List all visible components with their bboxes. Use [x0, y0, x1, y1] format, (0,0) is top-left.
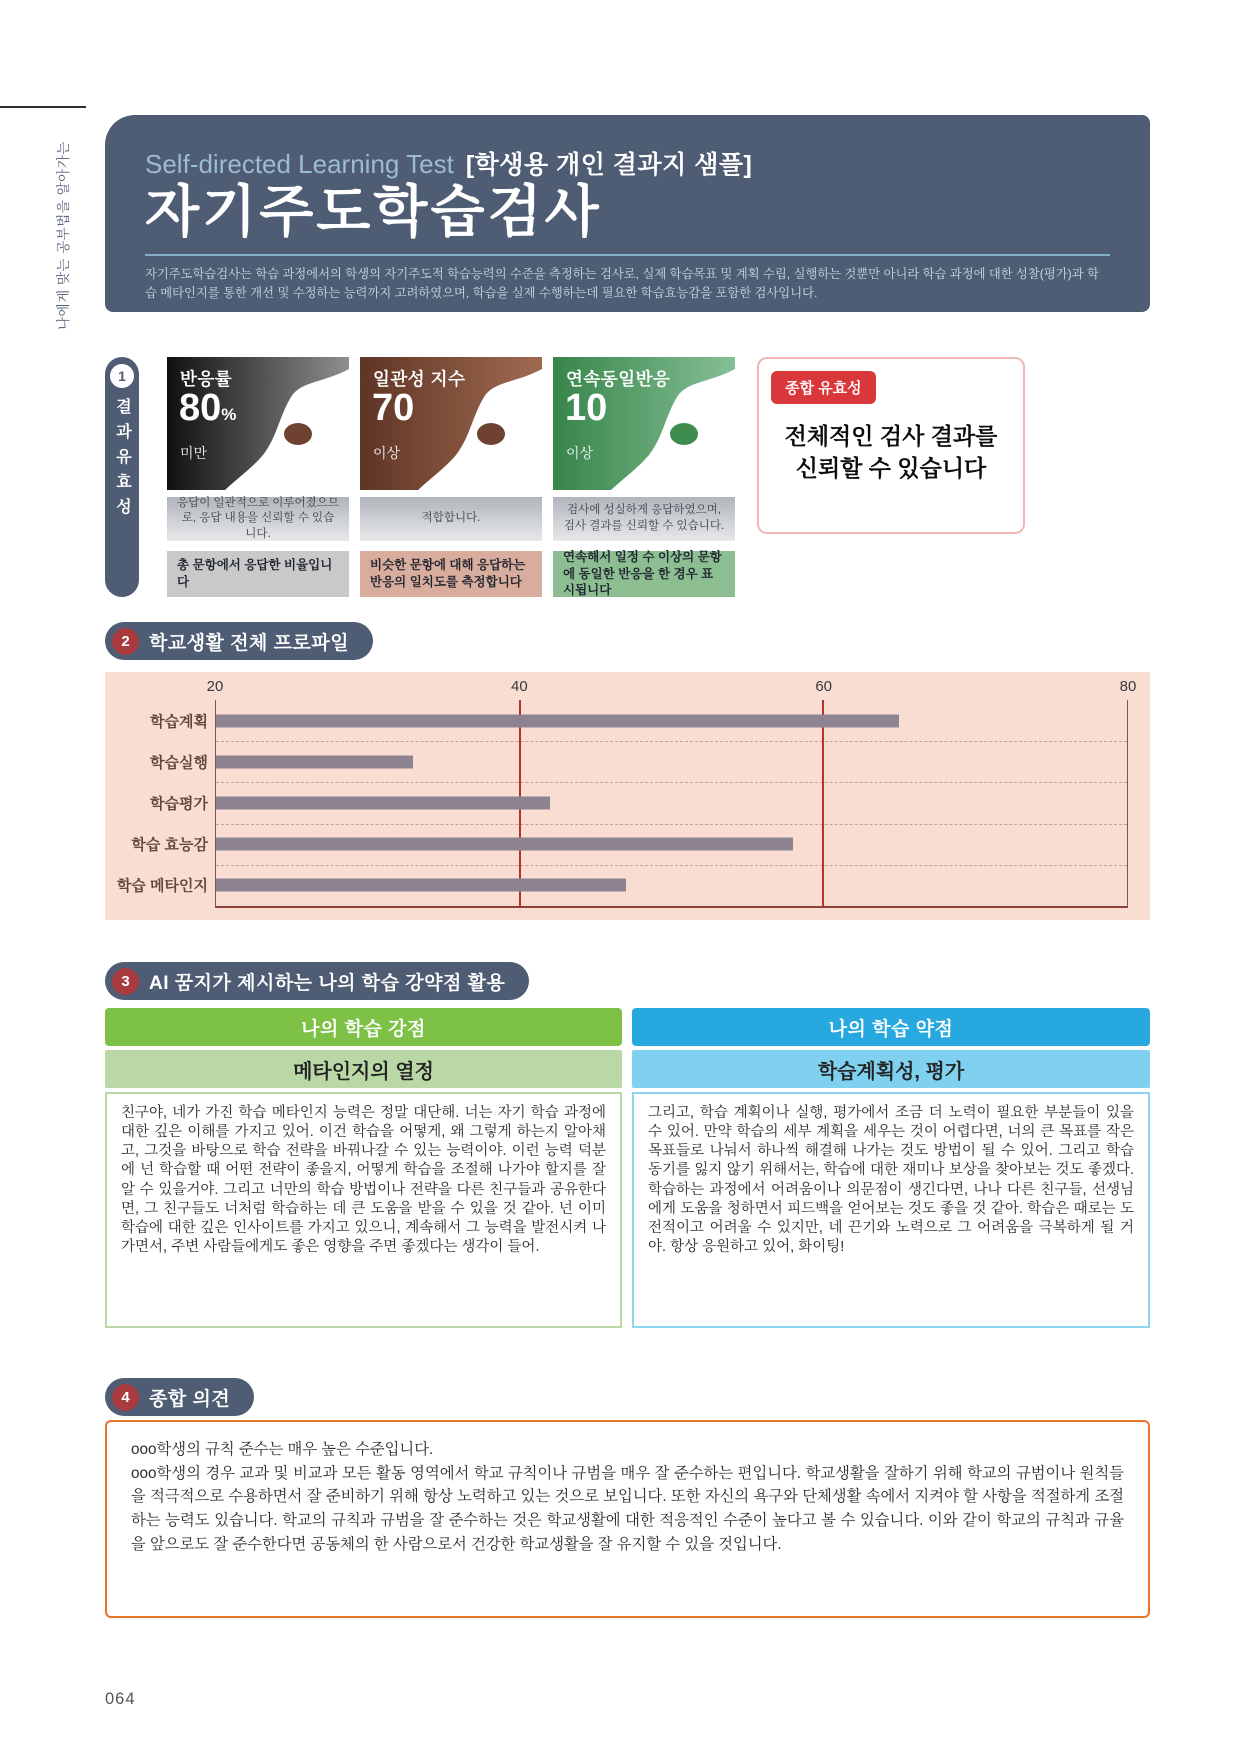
card-title: 반응률 — [180, 369, 233, 389]
profile-chart — [105, 672, 1150, 920]
card-definition: 총 문항에서 응답한 비율입니다 — [167, 551, 349, 597]
category-label: 학습 메타인지 — [116, 877, 208, 895]
overall-comment-line1: ooo학생의 규칙 준수는 매우 높은 수준입니다. — [131, 1441, 434, 1458]
card-interpretation: 응답이 일관적으로 이루어졌으므로, 응답 내용을 신뢰할 수 있습니다. — [167, 497, 349, 541]
overall-comment-body: ooo학생의 경우 교과 및 비교과 모든 활동 영역에서 학교 규칙이나 규범을 매우 잘 준수하는 편입니다. 학교생활을 잘하기 위해 학교의 규범이나 원칙들을 적극적으로 수용하면서 잘 준비하기 위해 항상 노력하고 있는 것으로 보입니다. 또한 자신의 욕구와 단체생활 속에서 지켜야 할 사항을 적절하게 조절하는 능력도 있습니다. 학교의 규칙과 규범을 잘 준수하는 것은 학교생활에 대한 적응적인 수준이 높다고 볼 수 있습니다. 이와 같이 학교의 규칙과 규율을 앞으로도 잘 준수한다면 공동체의 한 사람으로서 건강한 학교생활을 잘 유지할 수 있을 것입니다. — [131, 1464, 1124, 1553]
category-label: 학습계획 — [150, 713, 208, 731]
chart-row — [116, 865, 1127, 906]
validity-card-response-rate — [167, 357, 349, 597]
card-interpretation: 검사에 성실하게 응답하였으며, 검사 결과를 신뢰할 수 있습니다. — [553, 497, 735, 541]
card-title: 일관성 지수 — [373, 369, 466, 389]
color-dot-icon — [670, 423, 698, 445]
card-definition: 비슷한 문항에 대해 응답하는 반응의 일치도를 측정합니다 — [360, 551, 542, 597]
color-dot-icon — [284, 423, 312, 445]
chart-row — [150, 700, 1127, 741]
section2-number-badge: 2 — [112, 628, 139, 655]
overall-validity-badge: 종합 유효성 — [771, 371, 876, 404]
card-title: 연속동일반응 — [566, 369, 671, 389]
overall-validity-line2: 신뢰할 수 있습니다 — [795, 455, 987, 482]
header-eyebrow-en: Self-directed Learning Test — [145, 149, 454, 179]
weakness-header: 나의 학습 약점 — [632, 1008, 1150, 1046]
axis-tick: 20 — [206, 678, 224, 695]
overall-validity-line1: 전체적인 검사 결과를 — [784, 423, 998, 449]
card-number: 70 — [372, 387, 415, 429]
chart-plot-area — [116, 700, 1128, 908]
value-bar — [216, 838, 793, 851]
corner-rule — [0, 106, 86, 108]
value-bar — [216, 714, 899, 727]
section3-number-badge: 3 — [112, 968, 139, 995]
header-eyebrow — [145, 145, 1110, 181]
card-unit: % — [221, 405, 237, 424]
section1-vertical-badge — [105, 357, 139, 597]
side-vertical-caption: 나에게 맞는 공부법을 알아가는 — [56, 141, 71, 330]
validity-card-graphic — [360, 357, 542, 490]
overall-comment-box — [105, 1420, 1150, 1618]
section4-header — [105, 1378, 254, 1416]
value-bar — [216, 879, 626, 892]
chart-row — [150, 782, 1127, 823]
validity-card-graphic — [553, 357, 735, 490]
color-dot-icon — [477, 423, 505, 445]
card-value — [372, 389, 414, 427]
row-separator — [216, 782, 1127, 783]
card-number: 80 — [179, 387, 222, 429]
value-bar — [216, 755, 413, 768]
page-title: 자기주도학습검사 — [145, 180, 602, 243]
section1-vertical-title: 결과유효성 — [113, 398, 131, 523]
card-qualifier: 이상 — [373, 445, 401, 461]
validity-card-repeated-response — [553, 357, 735, 597]
strength-header: 나의 학습 강점 — [105, 1008, 622, 1046]
card-qualifier: 미만 — [180, 445, 208, 461]
axis-tick: 40 — [510, 678, 528, 695]
card-interpretation: 적합합니다. — [360, 497, 542, 541]
chart-row — [131, 824, 1127, 865]
report-header — [105, 115, 1150, 312]
validity-cards — [167, 357, 735, 597]
section3-title: AI 꿈지가 제시하는 나의 학습 강약점 활용 — [149, 972, 506, 994]
weakness-body: 그리고, 학습 계획이나 실행, 평가에서 조금 더 노력이 필요한 부분들이 있을 수 있어. 만약 학습의 세부 계획을 세우는 것이 어렵다면, 너의 큰 목표를 작은 목표들로 나눠서 하나씩 해결해 나가는 것도 방법이 될 수 있어. 그리고 학습 동기를 잃지 않기 위해서는, 학습에 대한 재미나 보상을 찾아보는 것도 좋겠다. 학습하는 과정에서 어려움이나 의문점이 생긴다면, 나나 다른 친구들, 선생님에게 도움을 청하면서 피드백을 얻어보는 것도 좋을 것 같아. 학습은 때로는 도전적이고 어려울 수 있지만, 네 끈기와 노력으로 그 어려움을 극복하게 될 거야. 항상 응원하고 있어, 화이팅! — [632, 1092, 1150, 1328]
reference-line — [822, 700, 824, 906]
strength-subheader: 메타인지의 열정 — [105, 1050, 622, 1088]
validity-card-consistency — [360, 357, 542, 597]
header-sample-tag: [학생용 개인 결과지 샘플] — [465, 151, 753, 179]
row-separator — [216, 865, 1127, 866]
category-label: 학습실행 — [150, 754, 208, 772]
validity-card-graphic — [167, 357, 349, 490]
chart-row — [150, 741, 1127, 782]
page-number: 064 — [105, 1690, 136, 1708]
axis-tick: 80 — [1119, 678, 1137, 695]
card-definition: 연속해서 일정 수 이상의 문항에 동일한 반응을 한 경우 표시됩니다 — [553, 551, 735, 597]
strength-body: 친구야, 네가 가진 학습 메타인지 능력은 정말 대단해. 너는 자기 학습 과정에 대한 깊은 이해를 가지고 있어. 이건 학습을 어떻게, 왜 그렇게 하는지 알아채고, 그것을 바탕으로 학습 전략을 바꿔나갈 수 있는 능력이야. 이런 능력 덕분에 넌 학습할 때 어떤 전략이 좋을지, 어떻게 학습을 조절해 나가야 할지를 잘 알 수 있을거야. 그리고 너만의 학습 방법이나 전략을 다른 친구들과 공유한다면, 그 친구들도 너처럼 학습하는 데 큰 도움을 받을 수 있을 것 같아. 넌 이미 학습에 대한 깊은 인사이트를 가지고 있으니, 계속해서 그 능력을 발전시켜 나가면서, 주변 사람들에게도 좋은 영향을 주면 좋겠다는 생각이 들어. — [105, 1092, 622, 1328]
category-label: 학습 효능감 — [131, 836, 208, 854]
chart-axis-ticks — [206, 678, 1137, 698]
section1-number-badge: 1 — [110, 364, 134, 388]
card-value — [565, 389, 607, 427]
overall-validity-text — [771, 420, 1011, 484]
section4-title: 종합 의견 — [149, 1388, 231, 1410]
section2-title: 학교생활 전체 프로파일 — [149, 632, 350, 654]
card-number: 10 — [565, 387, 608, 429]
category-label: 학습평가 — [150, 795, 208, 813]
row-separator — [216, 741, 1127, 742]
row-separator — [216, 824, 1127, 825]
card-qualifier: 이상 — [566, 445, 594, 461]
section2-header — [105, 622, 373, 660]
header-description: 자기주도학습검사는 학습 과정에서의 학생의 자기주도적 학습능력의 수준을 측정하는 검사로, 실제 학습목표 및 계획 수립, 실행하는 것뿐만 아니라 학습 과정에 대한 성찰(평가)과 학습 메타인지를 통한 개선 및 수정하는 능력까지 고려하였으며, 학습을 실제 수행하는데 필요한 학습효능감을 포함한 검사입니다. — [145, 266, 1099, 300]
card-value — [179, 389, 236, 427]
section3-header — [105, 962, 529, 1000]
axis-tick: 60 — [815, 678, 832, 695]
overall-validity-box — [757, 357, 1025, 534]
value-bar — [216, 796, 550, 809]
header-divider — [145, 254, 1110, 256]
section4-number-badge: 4 — [112, 1384, 139, 1411]
weakness-column — [632, 1008, 1150, 1328]
weakness-subheader: 학습계획성, 평가 — [632, 1050, 1150, 1088]
strength-column — [105, 1008, 622, 1328]
